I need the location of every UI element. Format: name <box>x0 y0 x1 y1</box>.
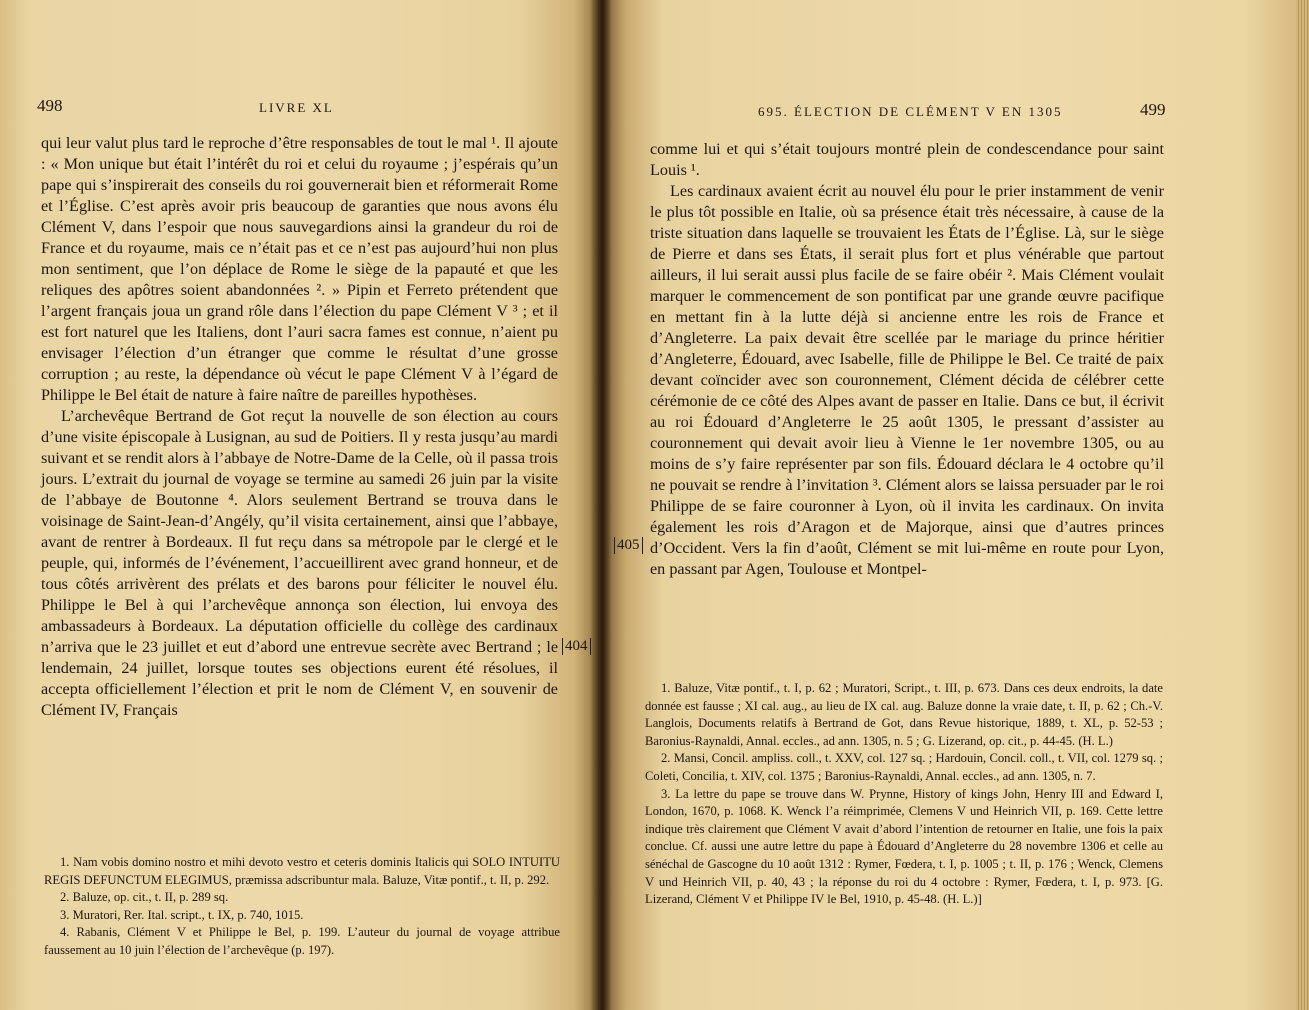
footnote: 2. Mansi, Concil. ampliss. coll., t. XXV, col. 127 sq. ; Hardouin, Concil. coll., t. VII, col. 1279 sq. ; Coleti, Concilia, t. XIV, col. 1375 ; Baronius-Raynaldi, Annal. eccles., ad ann. 1305, n. 7. <box>645 751 1163 783</box>
left-paragraph: L’archevêque Bertrand de Got reçut la nouvelle de son élection au cours d’une visite épiscopale à Lusignan, au sud de Poitiers. Il y resta jusqu’au mardi suivant et se rendit alors à l’abbaye de Notre-Dame de la Celle, où il passa trois jours. L’extrait du journal de voyage se termine au samedi 26 juin par la visite de l’abbaye de Boutonne ⁴. Alors seulement Bertrand se trouva dans le voisinage de Saint-Jean-d’Angély, qu’il visita certainement, ainsi que l’abbaye, avant de rentrer à Bordeaux. Il fut reçu dans sa métropole par le clergé et le peuple, qui, informés de l’événement, l’accueillirent avec grand honneur, et de tous côtés arrivèrent des prélats et des barons pour féliciter le nouvel élu. Philippe le Bel à qui l’archevêque annonça son élection, lui envoya des ambassadeurs à Bordeaux. La députation officielle du collège des cardinaux n’arriva que le 23 juillet et eut d’abord une entrevue secrète avec Bertrand ; le lendemain, 24 juillet, lorsque toutes ses objections eurent été résolues, il accepta officiellement l’élection et prit le nom de Clément V, en souvenir de Clément IV, Français <box>41 407 558 719</box>
footnote: 2. Baluze, op. cit., t. II, p. 289 sq. <box>60 890 229 905</box>
margin-page-marker: 404 <box>562 638 591 655</box>
left-body-text <box>41 133 558 721</box>
right-body-text <box>650 139 1164 580</box>
page-edges <box>1296 0 1309 1010</box>
margin-page-marker: 405 <box>614 537 643 554</box>
left-paragraph: qui leur valut plus tard le reproche d’être responsables de tout le mal ¹. Il ajoute : « Mon unique but était l’intérêt du roi et celui du royaume ; j’espérais qu’un pape qui s’inspirerait des conseils du roi gouvernerait bien et réformerait Rome et l’Église. C’est après avoir pris beaucoup de garanties que nous avons élu Clément V, dans l’espoir que nous sauvegardions ainsi la grandeur du roi de France et du royaume, mais ce n’était pas et ce n’est pas aujourd’hui non plus mon sentiment, que l’on déplace de Rome le siège de la papauté et que les reliques des apôtres soient abandonnées ². » Pipin et Ferreto prétendent que l’argent français joua un grand rôle dans l’élection du pape Clément V ³ ; et il est fort naturel que les Italiens, dont l’auri sacra fames est connue, n’aient pu envisager l’élection d’un étranger que comme le résultat d’une grosse corruption ; au reste, la dépendance où vécut le pape Clément V à l’égard de Philippe le Bel était de nature à faire naître de pareilles hypothèses. <box>41 134 558 404</box>
left-running-head: LIVRE XL <box>259 100 334 115</box>
right-running-head: 695. ÉLECTION DE CLÉMENT V EN 1305 <box>758 104 1063 119</box>
footnote: 3. Muratori, Rer. Ital. script., t. IX, p. 740, 1015. <box>60 907 304 922</box>
right-paragraph: Les cardinaux avaient écrit au nouvel élu pour le prier instamment de venir le plus tôt possible en Italie, où sa présence était très nécessaire, à cause de la triste situation dans laquelle se trouvaient les États de l’Église. Là, sur le siège de Pierre et dans ses États, il serait plus fort et plus vénérable que partout ailleurs, il lui serait aussi plus facile de se faire obéir ². Mais Clément voulait marquer le commencement de son pontificat par une grande œuvre pacifique en mettant fin à la lutte déjà si ancienne entre les rois de France et d’Angleterre. La paix devait être scellée par le mariage du prince héritier d’Angleterre, Édouard, avec Isabelle, fille de Philippe le Bel. Ce traité de paix devant coïncider avec son couronnement, Clément décida de célébrer cette cérémonie de ce côté des Alpes avant de passer en Italie. Dans ce but, il écrivit au roi Édouard d’Angleterre le 25 août 1305, le pressant d’assister au couronnement qui devait avoir lieu à Vienne le 1er novembre 1305, ou au moins de s’y faire représenter par son fils. Édouard déclara le 4 octobre qu’il ne pouvait se rendre à l’invitation ³. Clément alors se laissa persuader par le roi Philippe de se faire couronner à Lyon, où il invita les cardinaux. On invita également les rois d’Aragon et de Majorque, ainsi que d’autres princes d’Occident. Vers la fin d’août, Clément se mit lui-même en route pour Lyon, en passant par Agen, Toulouse et Montpel- <box>650 182 1164 578</box>
right-page-number: 499 <box>1140 100 1166 119</box>
right-page <box>604 0 1309 1010</box>
left-footnotes <box>44 854 560 960</box>
footnote: 4. Rabanis, Clément V et Philippe le Bel, p. 199. L’auteur du journal de voyage attribue faussement au 10 juin l’élection de l’archevêque (p. 197). <box>44 925 560 957</box>
left-page <box>0 0 598 1010</box>
left-page-number: 498 <box>37 96 63 115</box>
footnote: 1. Baluze, Vitæ pontif., t. I, p. 62 ; Muratori, Script., t. III, p. 673. Dans ces deux endroits, la date donnée est fausse ; XI cal. aug., au lieu de IX cal. aug. Baluze donne la vraie date, t. II, p. 62 ; Ch.-V. Langlois, Documents relatifs à Bertrand de Got, dans Revue historique, 1889, t. XL, p. 52-53 ; Baronius-Raynaldi, Annal. eccles., ad ann. 1305, n. 5 ; G. Lizerand, op. cit., p. 44-45. (H. L.) <box>645 681 1163 748</box>
footnote: 1. Nam vobis domino nostro et mihi devoto vestro et ceteris dominis Italicis qui SOLO INTUITU REGIS DEFUNCTUM ELEGIMUS, præmissa adscribuntur mala. Baluze, Vitæ pontif., t. II, p. 292. <box>44 855 560 887</box>
right-paragraph: comme lui et qui s’était toujours montré plein de condescendance pour saint Louis ¹. <box>650 140 1164 179</box>
footnote: 3. La lettre du pape se trouve dans W. Prynne, History of kings John, Henry III and Edward I, London, 1670, p. 1068. K. Wenck l’a réimprimée, Clemens V und Heinrich VII, p. 169. Cette lettre indique très clairement que Clément V avait d’abord l’intention de retourner en Italie, une fois la paix conclue. Cf. aussi une autre lettre du pape à Édouard d’Angleterre du 28 novembre 1306 et celle au sénéchal de Gascogne du 10 août 1312 : Rymer, Fœdera, t. I, p. 1005 ; t. II, p. 176 ; Wenck, Clemens V und Heinrich VII, p. 40, 43 ; la réponse du roi du 4 octobre : Rymer, Fœdera, t. I, p. 973. [G. Lizerand, Clément V et Philippe IV le Bel, 1910, p. 45-48. (H. L.)] <box>645 786 1163 907</box>
right-footnotes <box>645 680 1163 909</box>
book-gutter <box>590 0 612 1010</box>
